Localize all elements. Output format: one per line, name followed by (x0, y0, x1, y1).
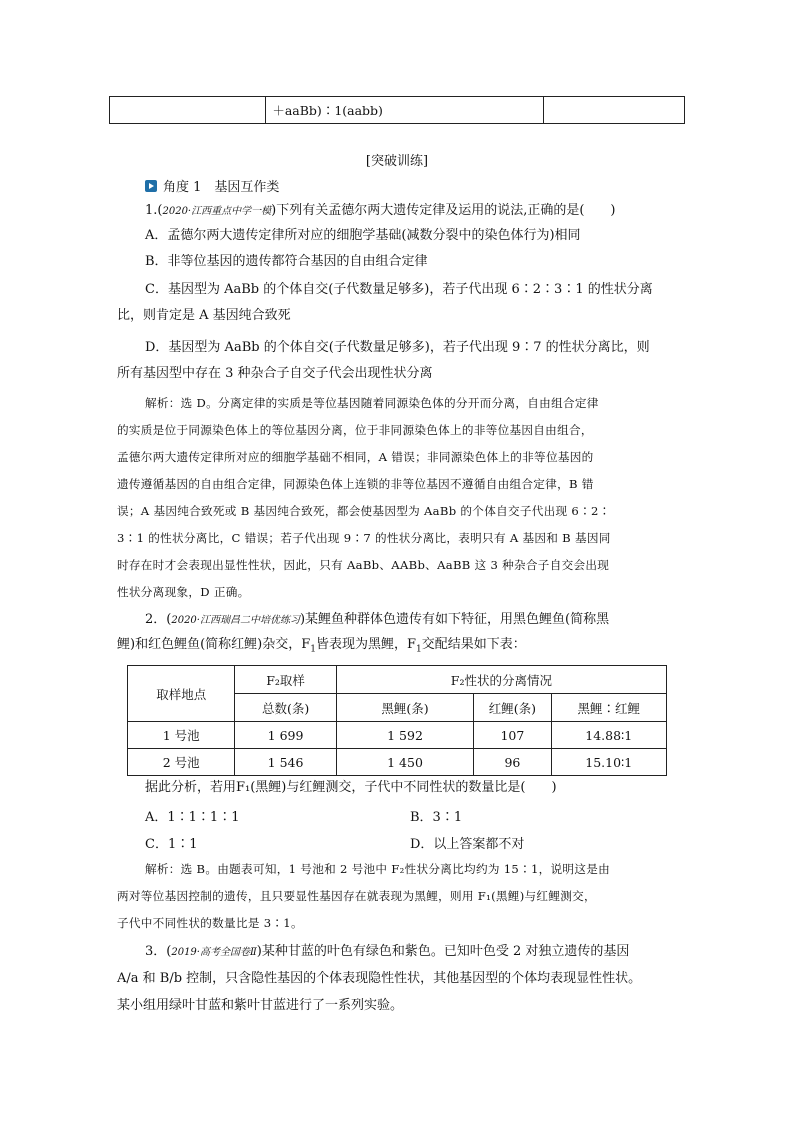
q1-option-c-line2: 比，则肯定是 A 基因纯合致死 (117, 308, 291, 323)
row-site: 1 号池 (128, 722, 235, 749)
header-total-line2: 总数(条) (235, 694, 336, 722)
top-table-cell-1 (110, 97, 266, 124)
q1-explanation-line: 性状分离现象，D 正确。 (117, 585, 250, 599)
top-table-cell-2: ＋aaBb)∶1(aabb) (266, 97, 544, 124)
q1-explanation-line: 的实质是位于同源染色体上的等位基因分离，位于非同源染色体上的非等位基因自由组合， (117, 423, 593, 437)
q3-source: 2019·高考全国卷Ⅱ (171, 947, 257, 958)
row-ratio: 14.88∶1 (551, 722, 666, 749)
q2-option-c: C．1∶1 (145, 837, 198, 852)
top-table-fragment (109, 96, 685, 124)
section-title: [突破训练] (365, 154, 429, 169)
q2-explanation-line: 两对等位基因控制的遗传，且只要显性基因存在就表现为黑鲤，则用 F₁(黑鲤)与红鲤测交， (117, 889, 596, 903)
row-black: 1 592 (336, 722, 474, 749)
row-ratio: 15.10∶1 (551, 749, 666, 776)
header-ratio: 黑鲤∶红鲤 (551, 694, 666, 722)
top-table-cell-3 (544, 97, 685, 124)
q1-stem: 1.(2020·江西重点中学一模)下列有关孟德尔两大遗传定律及运用的说法,正确的是( ) (145, 203, 616, 218)
q2-option-a: A．1∶1∶1∶1 (145, 810, 240, 825)
q2-explanation-line: 子代中不同性状的数量比是 3∶1。 (117, 916, 303, 930)
q1-source: 2020·江西重点中学一模 (162, 206, 272, 217)
q2-stem-line2: 鲤)和红色鲤鱼(简称红鲤)杂交，$F_1$皆表现为黑鲤，$F_1$交配结果如下表： (117, 637, 526, 655)
header-black: 黑鲤(条) (336, 694, 474, 722)
q2-stem: 2．(2020·江西瑞昌二中培优练习)某鲤鱼种群体色遗传有如下特征，用黑色鲤鱼(简称黑 (145, 612, 610, 627)
q1-explanation-line: 遗传遵循基因的自由组合定律，同源染色体上连锁的非等位基因不遵循自由组合定律，B 错 (117, 477, 594, 491)
q3-stem-line3: 某小组用绿叶甘蓝和紫叶甘蓝进行了一系列实验。 (117, 998, 404, 1013)
q1-option-a: A．孟德尔两大遗传定律所对应的细胞学基础(减数分裂中的染色体行为)相同 (145, 228, 581, 243)
q1-option-d-line2: 所有基因型中存在 3 种杂合子自交子代会出现性状分离 (117, 366, 433, 381)
q1-option-b: B．非等位基因的遗传都符合基因的自由组合定律 (145, 254, 428, 269)
angle-heading (145, 176, 279, 195)
row-black: 1 450 (336, 749, 474, 776)
q1-explanation-line: 解析：选 D。分离定律的实质是等位基因随着同源染色体的分开而分离，自由组合定律 (145, 396, 599, 410)
q1-explanation-line: 孟德尔两大遗传定律所对应的细胞学基础不相同，A 错误；非同源染色体上的非等位基因的 (117, 450, 594, 464)
angle-title: 基因互作类 (214, 180, 280, 195)
angle-label: 角度 1 (163, 180, 202, 195)
table-row (128, 722, 667, 749)
row-site: 2 号池 (128, 749, 235, 776)
header-total-line1: F₂取样 (235, 666, 336, 694)
table-row (128, 749, 667, 776)
q2-question: 据此分析，若用F₁(黑鲤)与红鲤测交，子代中不同性状的数量比是( ) (145, 780, 557, 795)
play-icon (145, 180, 157, 192)
carp-data-table (127, 665, 667, 776)
row-total: 1 546 (235, 749, 336, 776)
q2-explanation-line: 解析：选 B。由题表可知，1 号池和 2 号池中 F₂性状分离比均约为 15∶1，说明这是由 (145, 862, 611, 876)
q2-option-b: B．3∶1 (410, 810, 463, 825)
q3-stem-line2: A/a 和 B/b 控制，只含隐性基因的个体表现隐性性状，其他基因型的个体均表现显性性状。 (117, 971, 642, 986)
header-segregation: F₂性状的分离情况 (336, 666, 666, 694)
row-red: 107 (474, 722, 551, 749)
q3-stem: 3．(2019·高考全国卷Ⅱ)某种甘蓝的叶色有绿色和紫色。已知叶色受 2 对独立遗传的基因 (145, 944, 630, 959)
q1-explanation-line: 时存在时才会表现出显性性状，因此，只有 AaBb、AABb、AaBB 这 3 种杂合子自交会出现 (117, 558, 610, 572)
header-site: 取样地点 (128, 666, 235, 722)
q1-option-c-line1: C．基因型为 AaBb 的个体自交(子代数量足够多)，若子代出现 6∶2∶3∶1 的性状分离 (145, 282, 653, 297)
q1-explanation-line: 误；A 基因纯合致死或 B 基因纯合致死，都会使基因型为 AaBb 的个体自交子代出现 6∶2∶ (117, 504, 611, 518)
row-total: 1 699 (235, 722, 336, 749)
row-red: 96 (474, 749, 551, 776)
header-red: 红鲤(条) (474, 694, 551, 722)
q2-option-d: D．以上答案都不对 (410, 837, 525, 852)
q1-explanation-line: 3∶1 的性状分离比，C 错误；若子代出现 9∶7 的性状分离比，表明只有 A 基因和 B 基因同 (117, 531, 611, 545)
q2-source: 2020·江西瑞昌二中培优练习 (171, 615, 300, 626)
q1-option-d-line1: D．基因型为 AaBb 的个体自交(子代数量足够多)，若子代出现 9∶7 的性状分离比，则 (145, 340, 650, 355)
